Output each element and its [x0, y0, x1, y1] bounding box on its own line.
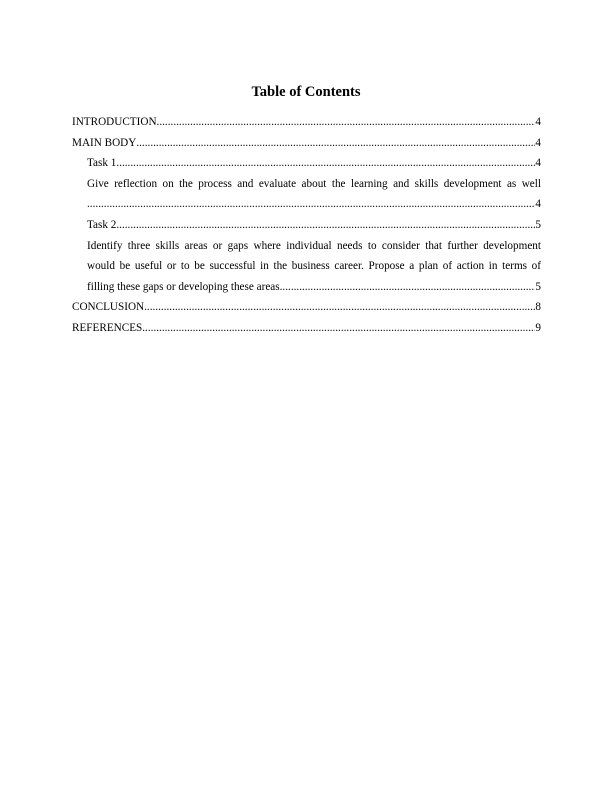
toc-leader-dots — [116, 153, 535, 174]
toc-entry-introduction[interactable] — [72, 112, 541, 133]
toc-entry-text-line: would be useful or to be successful in the business career. Propose a plan of action in terms of — [87, 260, 541, 273]
toc-page-number: 4 — [535, 116, 541, 128]
toc-entry-text: Task 2 — [87, 218, 117, 231]
toc-page-number: 4 — [535, 136, 541, 149]
toc-entry-text: MAIN BODY — [72, 136, 137, 149]
toc-entry-skills-gaps[interactable] — [72, 236, 541, 298]
toc-leader-dots — [136, 133, 535, 154]
toc-title: Table of Contents — [251, 84, 361, 100]
toc-entry-text-line: Identify three skills areas or gaps where individual needs to consider that further development — [87, 239, 541, 252]
toc-entry-task-2[interactable] — [72, 215, 541, 236]
toc-page-number: 5 — [535, 218, 541, 231]
toc-leader-dots — [280, 277, 536, 298]
toc-entry-text-line: Give reflection on the process and evaluate about the learning and skills development as well — [87, 177, 541, 190]
toc-entry-text: CONCLUSION — [72, 301, 145, 314]
toc-leader-dots — [116, 215, 535, 236]
toc-page-number: 8 — [535, 301, 541, 314]
toc-entry-reflection[interactable] — [72, 174, 541, 215]
toc-leader-dots — [144, 297, 535, 318]
toc-page-number: 5 — [535, 280, 541, 293]
toc-entry-main-body[interactable] — [72, 133, 541, 154]
toc-entry-references[interactable] — [72, 318, 541, 339]
toc-entry-text: Task 1 — [87, 157, 117, 170]
toc-page-number: 4 — [535, 198, 541, 211]
toc-entry-text: REFERENCES — [72, 321, 143, 334]
toc-leader-dots — [142, 318, 535, 339]
toc-leader-dots — [87, 194, 535, 215]
toc-page-number: 4 — [535, 157, 541, 170]
toc-list — [72, 112, 541, 339]
toc-entry-text: filling these gaps or developing these areas — [87, 280, 280, 293]
toc-entry-text: INTRODUCTION — [72, 116, 157, 128]
toc-page-number: 9 — [535, 321, 541, 334]
toc-leader-dots — [157, 112, 536, 133]
toc-entry-conclusion[interactable] — [72, 297, 541, 318]
toc-entry-task-1[interactable] — [72, 153, 541, 174]
